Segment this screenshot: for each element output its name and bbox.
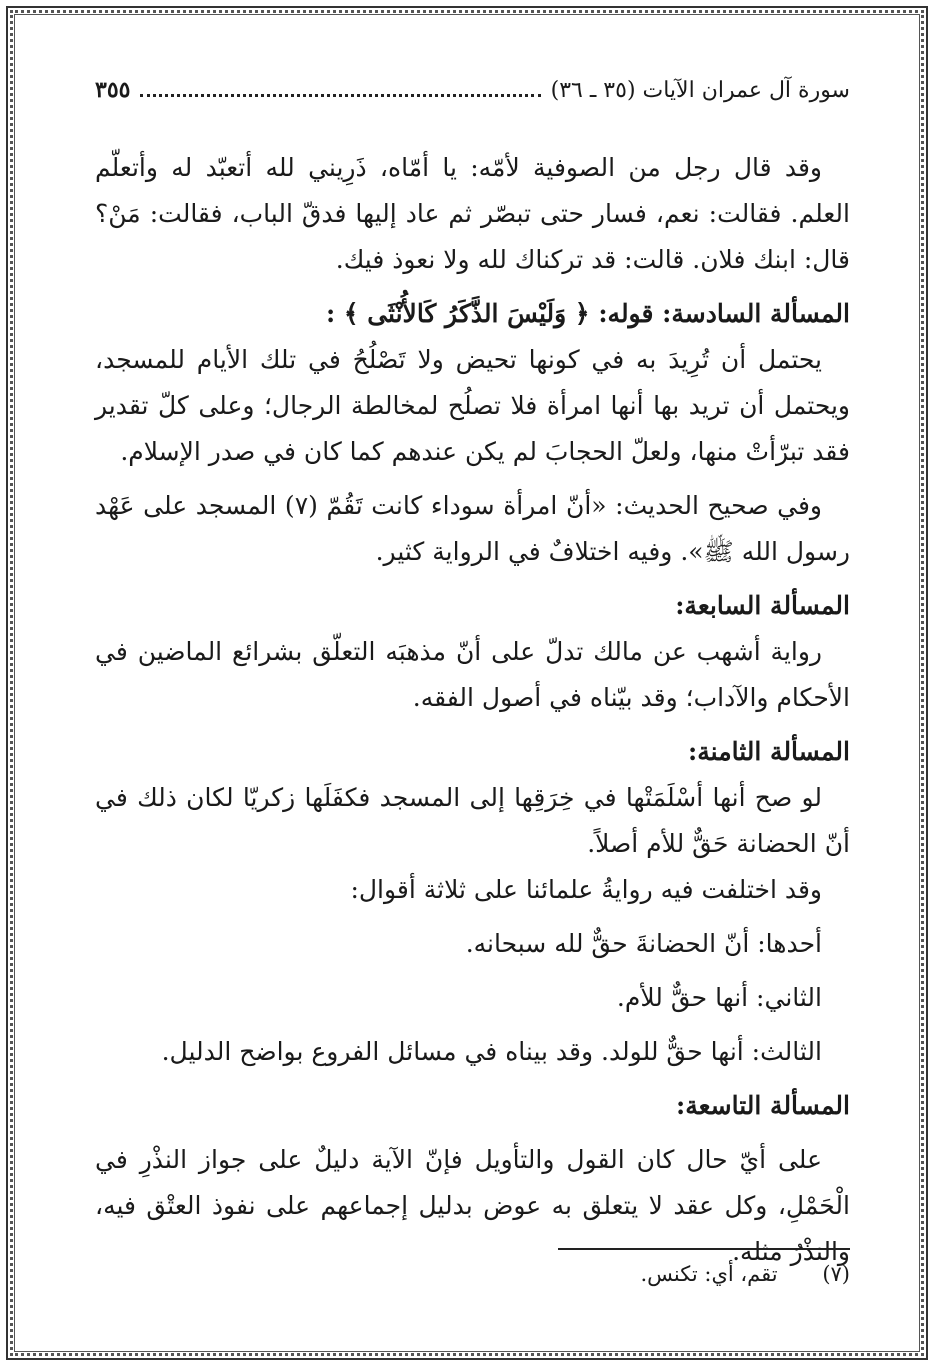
- paragraph-sufi-story: وقد قال رجل من الصوفية لأمّه: يا أمّاه، ذَرِيني لله أتعبّد له وأتعلّم العلم. فقالت: نعم، فسار حتى تبصّر ثم عاد إليها فدقّ الباب، فقالت: مَنْ؟ قال: ابنك فلان. قالت: قد تركناك لله ولا نعوذ فيك.: [95, 153, 850, 274]
- paragraph-seventh-issue: رواية أشهب عن مالك تدلّ على أنّ مذهبَه التعلّق بشرائع الماضين في الأحكام والآداب؛ وقد بيّناه في أصول الفقه.: [95, 637, 850, 712]
- heading-eighth-issue: المسألة الثامنة:: [688, 737, 850, 766]
- running-header: [95, 70, 850, 111]
- paragraph-hadith: وفي صحيح الحديث: «أنّ امرأة سوداء كانت تَقُمّ (٧) المسجد على عَهْد رسول الله ﷺ». وفيه اختلافٌ في الرواية كثير.: [95, 491, 850, 566]
- footnote: [640, 1262, 850, 1286]
- paragraph-sixth-issue: يحتمل أن تُرِيدَ به في كونها تحيض ولا تَصْلُحُ في تلك الأيام للمسجد، ويحتمل أن تريد بها أنها امرأة فلا تصلُح لمخالطة الرجال؛ وعلى كلّ تقدير فقد تبرّأتْ منها، ولعلّ الحجابَ لم يكن عندهم كما كان في صدر الإسلام.: [95, 345, 850, 466]
- page-content: [95, 70, 850, 1275]
- heading-ninth-issue: المسألة التاسعة:: [675, 1091, 850, 1120]
- header-title: سورة آل عمران الآيات (٣٥ ـ ٣٦): [550, 78, 850, 103]
- paragraph-eighth-issue: لو صح أنها أسْلَمَتْها في خِرَقِها إلى المسجد فكفَلَها زكريّا لكان ذلك في أنّ الحضانة حَقٌّ للأم أصلاً.: [95, 783, 850, 858]
- footnote-number: (٧): [822, 1262, 850, 1286]
- opinion-second: الثاني: أنها حقٌّ للأم.: [616, 983, 822, 1012]
- header-leader-dots: [140, 94, 540, 97]
- quran-verse: ﴿ وَلَيْسَ الذَّكَرُ كَالأُنْثَى ﴾ :: [325, 299, 590, 328]
- heading-sixth-issue: [95, 291, 850, 337]
- page-number: ٣٥٥: [95, 77, 131, 103]
- footnote-text: تقم، أي: تكنس.: [640, 1262, 778, 1286]
- paragraph-ninth-issue: على أيّ حال كان القول والتأويل فإنّ الآية دليلٌ على جواز النذْرِ في الْحَمْلِ، وكل عقد لا يتعلق به عوض بدليل إجماعهم على نفوذ العتْق فيه، والنذْرُ مثله.: [95, 1145, 850, 1266]
- heading-sixth-label: المسألة السادسة: قوله:: [598, 299, 850, 328]
- footnote-separator: [558, 1248, 850, 1250]
- opinion-first: أحدها: أنّ الحضانةَ حقٌّ لله سبحانه.: [465, 929, 822, 958]
- heading-seventh-issue: المسألة السابعة:: [675, 591, 850, 620]
- opinion-third: الثالث: أنها حقٌّ للولد. وقد بيناه في مسائل الفروع بواضح الدليل.: [161, 1037, 822, 1066]
- paragraph-three-opinions: وقد اختلفت فيه روايةُ علمائنا على ثلاثة أقوال:: [350, 875, 822, 904]
